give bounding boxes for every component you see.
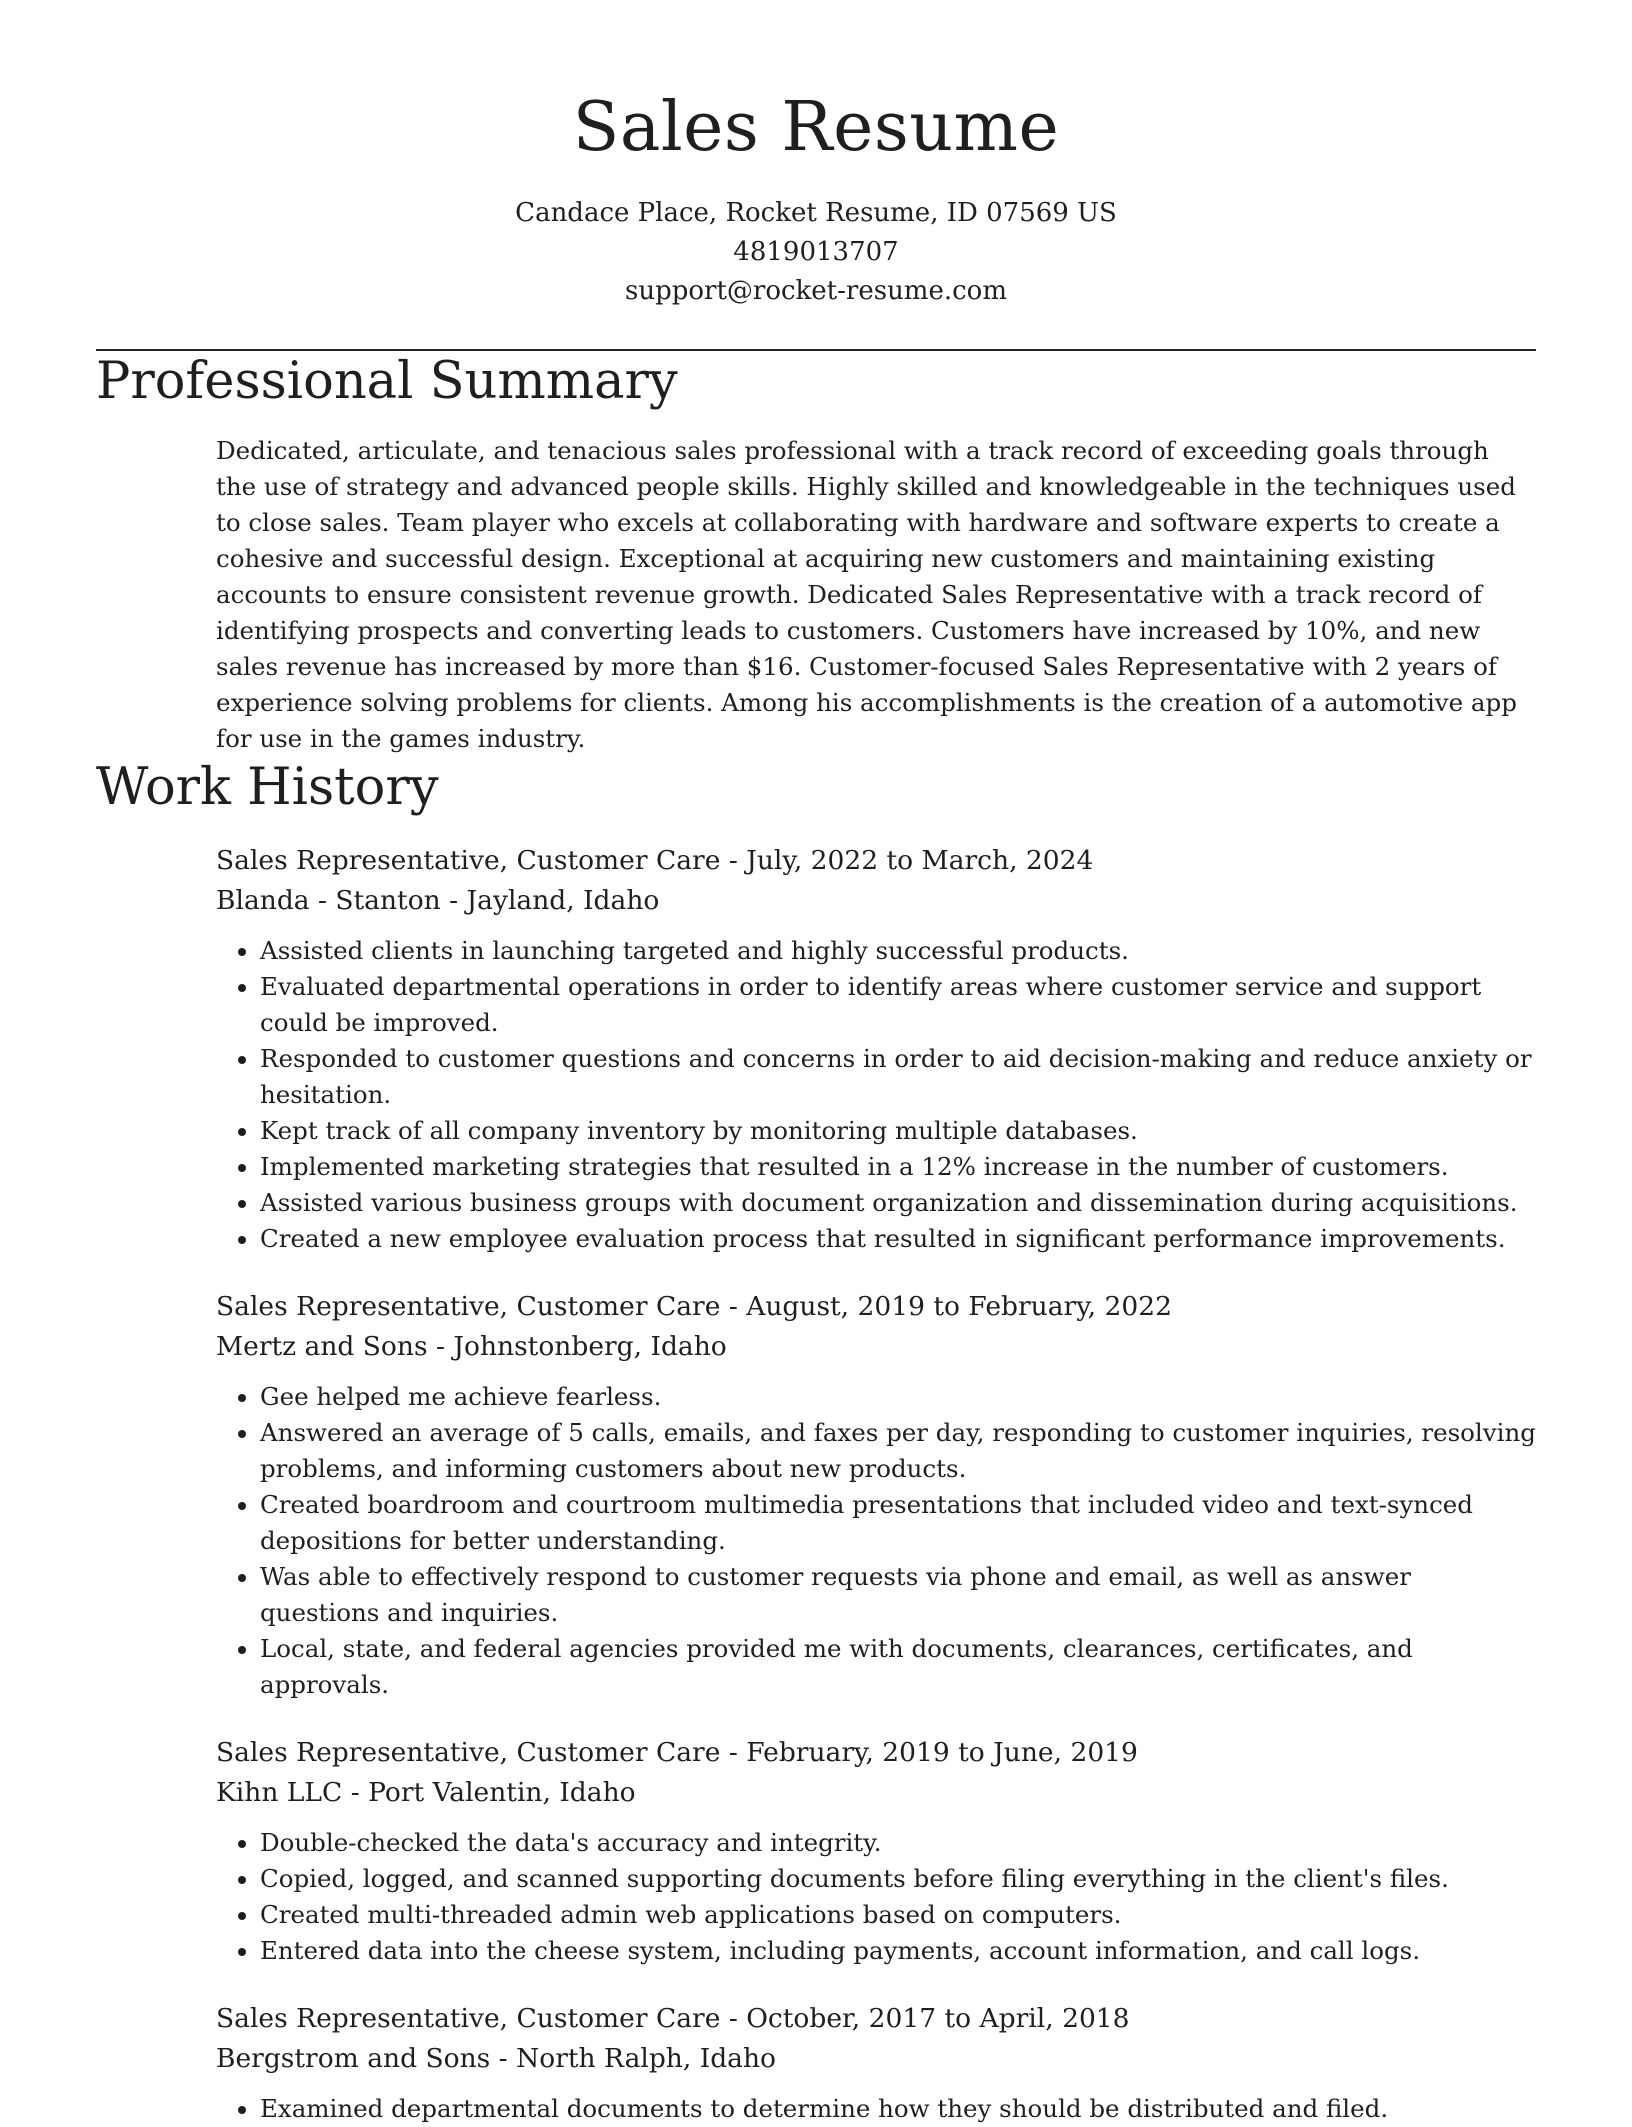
job-bullet: • Local, state, and federal agencies provided me with documents, clearances, certificates, and approvals. xyxy=(260,1631,1536,1703)
job-bullet: • Implemented marketing strategies that resulted in a 12% increase in the number of customers. xyxy=(260,1149,1536,1185)
job-bullet: • Responded to customer questions and concerns in order to aid decision-making and reduce anxiety or hesitation. xyxy=(260,1041,1536,1113)
job-bullets xyxy=(216,2091,1536,2127)
job-role: Sales Representative, Customer Care xyxy=(216,845,721,876)
job-title-line: Sales Representative, Customer Care - July, 2022 to March, 2024 xyxy=(216,845,1094,876)
job-dates: July, 2022 to March, 2024 xyxy=(746,845,1094,876)
job-company-line: Blanda - Stanton - Jayland, Idaho xyxy=(216,885,660,916)
resume-header xyxy=(96,0,1536,311)
job-bullet: • Created a new employee evaluation process that resulted in significant performance improvements. xyxy=(260,1221,1536,1257)
job-bullet: • Created multi-threaded admin web applications based on computers. xyxy=(260,1897,1536,1933)
job-bullet: • Assisted clients in launching targeted and highly successful products. xyxy=(260,933,1536,969)
job-company: Bergstrom and Sons xyxy=(216,2043,491,2074)
job-role: Sales Representative, Customer Care xyxy=(216,1291,721,1322)
job-bullet: • Kept track of all company inventory by monitoring multiple databases. xyxy=(260,1113,1536,1149)
job-title-line: Sales Representative, Customer Care - February, 2019 to June, 2019 xyxy=(216,1737,1138,1768)
job-title-line: Sales Representative, Customer Care - October, 2017 to April, 2018 xyxy=(216,2003,1130,2034)
job-company: Mertz and Sons xyxy=(216,1331,428,1362)
job-bullet: • Double-checked the data's accuracy and integrity. xyxy=(260,1825,1536,1861)
work-history-heading: Work History xyxy=(96,758,439,817)
contact-info xyxy=(96,194,1536,311)
email-address: support@rocket-resume.com xyxy=(624,276,1007,306)
job-dates: October, 2017 to April, 2018 xyxy=(746,2003,1130,2034)
job-bullet: • Entered data into the cheese system, including payments, account information, and call logs. xyxy=(260,1933,1536,1969)
job-title-line: Sales Representative, Customer Care - August, 2019 to February, 2022 xyxy=(216,1291,1172,1322)
job-entry xyxy=(216,1733,1536,1969)
job-entry xyxy=(216,1287,1536,1703)
job-role: Sales Representative, Customer Care xyxy=(216,2003,721,2034)
job-bullets xyxy=(216,1379,1536,1703)
resume-page xyxy=(96,0,1536,2127)
job-entry xyxy=(216,841,1536,1257)
job-bullet: • Gee helped me achieve fearless. xyxy=(260,1379,1536,1415)
job-company: Kihn LLC xyxy=(216,1777,343,1808)
job-company-line: Bergstrom and Sons - North Ralph, Idaho xyxy=(216,2043,776,2074)
job-company-line: Kihn LLC - Port Valentin, Idaho xyxy=(216,1777,636,1808)
job-bullets xyxy=(216,933,1536,1257)
job-bullet: • Assisted various business groups with document organization and dissemination during acquisitions. xyxy=(260,1185,1536,1221)
job-bullets xyxy=(216,1825,1536,1969)
job-bullet: • Copied, logged, and scanned supporting documents before filing everything in the client's files. xyxy=(260,1861,1536,1897)
work-history-section xyxy=(216,841,1536,2127)
job-bullet: • Examined departmental documents to determine how they should be distributed and filed. xyxy=(260,2091,1536,2127)
job-bullet: • Created boardroom and courtroom multimedia presentations that included video and text-synced depositions for better understanding. xyxy=(260,1487,1536,1559)
job-dates: August, 2019 to February, 2022 xyxy=(746,1291,1172,1322)
phone-number: 4819013707 xyxy=(733,237,899,267)
address: Candace Place, Rocket Resume, ID 07569 US xyxy=(515,198,1117,228)
job-bullet: • Evaluated departmental operations in order to identify areas where customer service and support could be improved. xyxy=(260,969,1536,1041)
summary-text: Dedicated, articulate, and tenacious sales professional with a track record of exceeding goals through the use of strategy and advanced people skills. Highly skilled and knowledgeable in the techniques used to close sales. Team player who excels at collaborating with hardware and software experts to create a cohesive and successful design. Exceptional at acquiring new customers and maintaining existing accounts to ensure consistent revenue growth. Dedicated Sales Representative with a track record of identifying prospects and converting leads to customers. Customers have increased by 10%, and new sales revenue has increased by more than $16. Customer-focused Sales Representative with 2 years of experience solving problems for clients. Among his accomplishments is the creation of a automotive app for use in the games industry. xyxy=(216,436,1517,753)
job-location: Port Valentin, Idaho xyxy=(368,1777,636,1808)
job-entry xyxy=(216,1999,1536,2127)
job-company-line: Mertz and Sons - Johnstonberg, Idaho xyxy=(216,1331,727,1362)
job-location: Johnstonberg, Idaho xyxy=(453,1331,727,1362)
job-location: North Ralph, Idaho xyxy=(516,2043,776,2074)
job-bullet: • Answered an average of 5 calls, emails, and faxes per day, responding to customer inquiries, resolving problems, and informing customers about new products. xyxy=(260,1415,1536,1487)
job-dates: February, 2019 to June, 2019 xyxy=(746,1737,1138,1768)
job-role: Sales Representative, Customer Care xyxy=(216,1737,721,1768)
resume-title: Sales Resume xyxy=(572,88,1060,167)
job-bullet: • Was able to effectively respond to customer requests via phone and email, as well as answer questions and inquiries. xyxy=(260,1559,1536,1631)
summary-section xyxy=(216,433,1536,757)
job-location: Jayland, Idaho xyxy=(466,885,660,916)
job-company: Blanda - Stanton xyxy=(216,885,441,916)
summary-heading: Professional Summary xyxy=(96,352,678,411)
